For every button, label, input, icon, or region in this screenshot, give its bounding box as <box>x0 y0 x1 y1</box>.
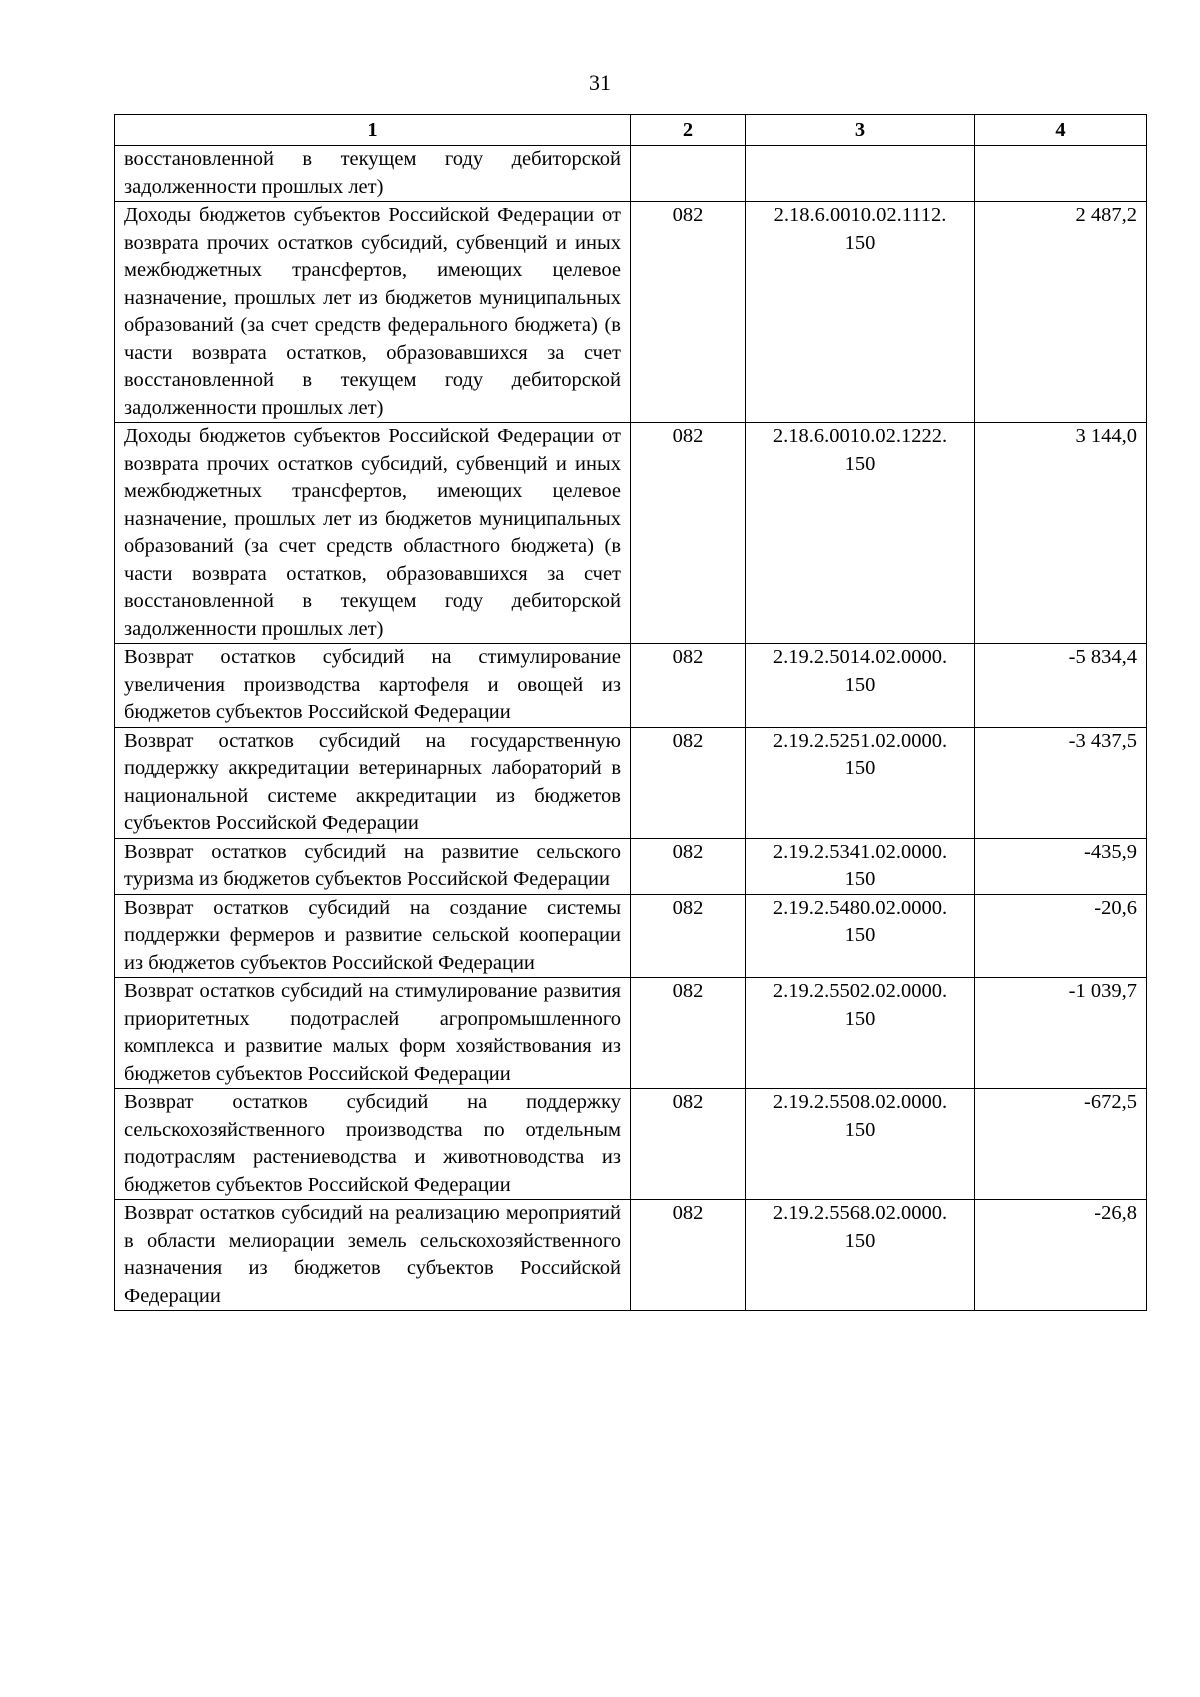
row-admin-code-cell: 082 <box>631 894 746 978</box>
classification-code-line: 2.19.2.5341.02.0000. <box>772 840 948 863</box>
row-amount-cell: 3 144,0 <box>975 423 1147 644</box>
row-admin-code-cell: 082 <box>631 423 746 644</box>
row-classification-code-cell <box>746 727 975 838</box>
table-row <box>115 423 1147 644</box>
row-classification-code-cell <box>746 423 975 644</box>
row-name-cell: Доходы бюджетов субъектов Российской Федерации от возврата прочих остатков субсидий, субвенций и иных межбюджетных трансфертов, имеющих целевое назначение, прошлых лет из бюджетов муниципальных образований (за счет средств областного бюджета) (в части возврата остатков, образовавшихся за счет восстановленной в текущем году дебиторской задолженности прошлых лет) <box>115 423 631 644</box>
row-amount-cell: -3 437,5 <box>975 727 1147 838</box>
row-amount-cell: -5 834,4 <box>975 644 1147 728</box>
classification-code-suffix: 150 <box>844 673 876 696</box>
classification-code-line: 2.19.2.5502.02.0000. <box>772 980 948 1002</box>
row-name-cell: Возврат остатков субсидий на реализацию мероприятий в области мелиорации земель сельскохозяйственного назначения из бюджетов субъектов Российской Федерации <box>115 1200 631 1311</box>
row-name-cell: Возврат остатков субсидий на создание системы поддержки фермеров и развитие сельской кооперации из бюджетов субъектов Российской Федерации <box>115 894 631 978</box>
row-name-cell: Возврат остатков субсидий на стимулирование развития приоритетных подотраслей агропромышленного комплекса и развитие малых форм хозяйствования из бюджетов субъектов Российской Федерации <box>115 978 631 1089</box>
row-amount-cell: -1 039,7 <box>975 978 1147 1089</box>
row-classification-code-cell <box>746 146 975 202</box>
classification-code-line: 2.19.2.5568.02.0000. <box>772 1202 948 1224</box>
row-admin-code-cell: 082 <box>631 978 746 1089</box>
row-admin-code-cell: 082 <box>631 1200 746 1311</box>
classification-code-suffix: 150 <box>844 1229 876 1252</box>
classification-code-suffix: 150 <box>844 231 876 254</box>
classification-code-line: 2.19.2.5251.02.0000. <box>772 729 948 752</box>
table-row <box>115 146 1147 202</box>
classification-code-suffix: 150 <box>844 757 876 779</box>
table-row <box>115 727 1147 838</box>
row-classification-code-cell <box>746 1200 975 1311</box>
column-header-1: 1 <box>115 115 631 146</box>
row-admin-code-cell: 082 <box>631 727 746 838</box>
classification-code-line: 2.19.2.5508.02.0000. <box>772 1091 948 1113</box>
page-number: 31 <box>589 70 611 95</box>
row-admin-code-cell: 082 <box>631 644 746 728</box>
classification-code-suffix: 150 <box>844 924 876 946</box>
row-classification-code-cell <box>746 978 975 1089</box>
column-header-2: 2 <box>631 115 746 146</box>
row-amount-cell <box>975 146 1147 202</box>
row-amount-cell: 2 487,2 <box>975 202 1147 423</box>
row-classification-code-cell <box>746 894 975 978</box>
table-row <box>115 894 1147 978</box>
row-classification-code-cell <box>746 644 975 728</box>
classification-code-suffix: 150 <box>844 1118 876 1141</box>
row-name-cell: Возврат остатков субсидий на поддержку сельскохозяйственного производства по отдельным подотраслям растениеводства и животноводства из бюджетов субъектов Российской Федерации <box>115 1089 631 1200</box>
classification-code-line: 2.19.2.5480.02.0000. <box>772 896 948 919</box>
row-admin-code-cell <box>631 146 746 202</box>
classification-code-suffix: 150 <box>844 452 876 475</box>
column-header-4: 4 <box>975 115 1147 146</box>
classification-code-line: 2.19.2.5014.02.0000. <box>772 646 948 668</box>
row-classification-code-cell <box>746 202 975 423</box>
row-name-cell: Возврат остатков субсидий на стимулирование увеличения производства картофеля и овощей из бюджетов субъектов Российской Федерации <box>115 644 631 728</box>
row-admin-code-cell: 082 <box>631 838 746 894</box>
row-admin-code-cell: 082 <box>631 202 746 423</box>
row-admin-code-cell: 082 <box>631 1089 746 1200</box>
classification-code-suffix: 150 <box>844 1007 876 1030</box>
budget-revenue-table <box>114 114 1147 1311</box>
classification-code-suffix: 150 <box>844 868 876 890</box>
row-amount-cell: -20,6 <box>975 894 1147 978</box>
row-name-cell: Возврат остатков субсидий на государственную поддержку аккредитации ветеринарных лабораторий в национальной системе аккредитации из бюджетов субъектов Российской Федерации <box>115 727 631 838</box>
classification-code-line: 2.18.6.0010.02.1112. <box>773 204 947 226</box>
row-name-cell: восстановленной в текущем году дебиторской задолженности прошлых лет) <box>115 146 631 202</box>
table-row <box>115 978 1147 1089</box>
table-row <box>115 202 1147 423</box>
row-classification-code-cell <box>746 1089 975 1200</box>
row-amount-cell: -672,5 <box>975 1089 1147 1200</box>
table-row <box>115 838 1147 894</box>
row-name-cell: Возврат остатков субсидий на развитие сельского туризма из бюджетов субъектов Российской Федерации <box>115 838 631 894</box>
column-header-3: 3 <box>746 115 975 146</box>
row-amount-cell: -435,9 <box>975 838 1147 894</box>
table-row <box>115 644 1147 728</box>
row-name-cell: Доходы бюджетов субъектов Российской Федерации от возврата прочих остатков субсидий, субвенций и иных межбюджетных трансфертов, имеющих целевое назначение, прошлых лет из бюджетов муниципальных образований (за счет средств федерального бюджета) (в части возврата остатков, образовавшихся за счет восстановленной в текущем году дебиторской задолженности прошлых лет) <box>115 202 631 423</box>
classification-code-line: 2.18.6.0010.02.1222. <box>772 425 948 447</box>
table-row <box>115 1089 1147 1200</box>
row-amount-cell: -26,8 <box>975 1200 1147 1311</box>
table-header-row <box>115 115 1147 146</box>
table-row <box>115 1200 1147 1311</box>
row-classification-code-cell <box>746 838 975 894</box>
